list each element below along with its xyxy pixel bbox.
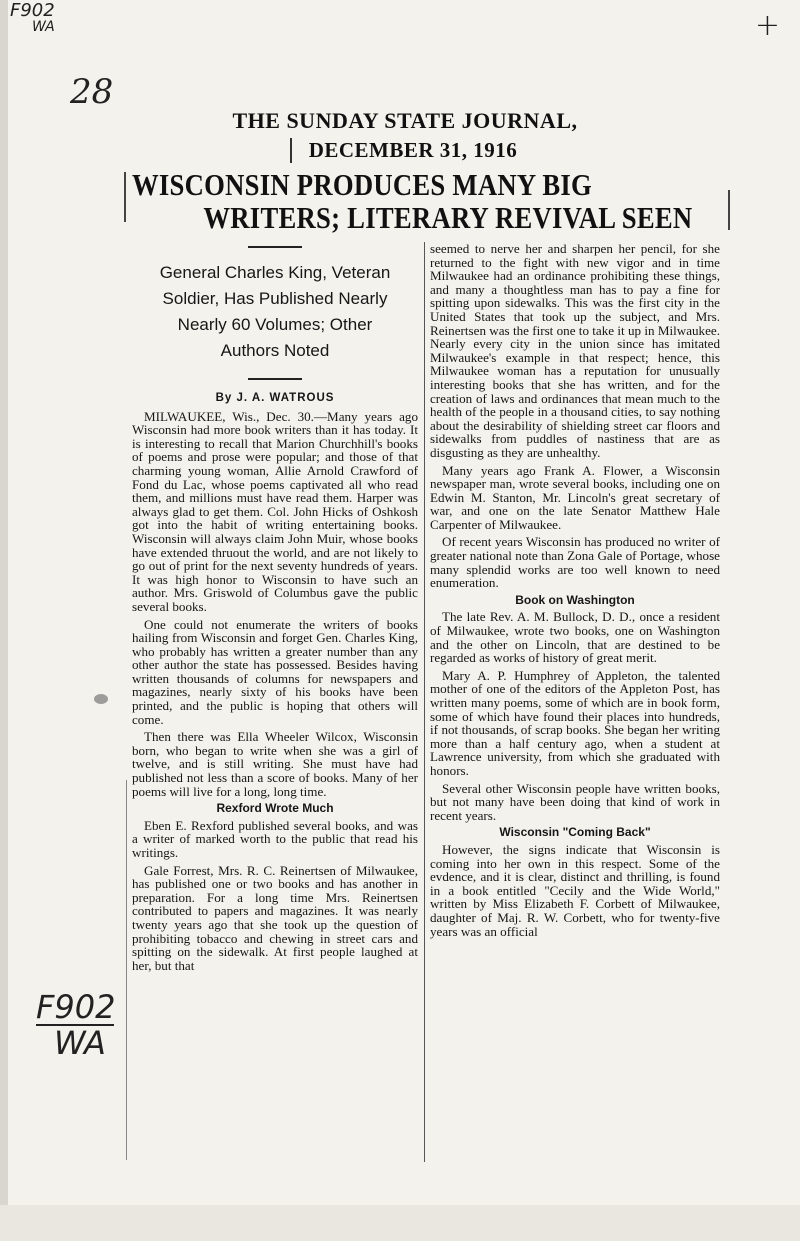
- section-subhead: Rexford Wrote Much: [216, 801, 334, 816]
- newspaper-date: DECEMBER 31, 1916: [290, 138, 534, 163]
- newspaper-masthead: THE SUNDAY STATE JOURNAL,: [232, 108, 578, 133]
- scan-edge-bottom: [0, 1205, 800, 1241]
- handwritten-page-number: 28: [70, 72, 114, 112]
- headline-rule-left: [124, 172, 126, 222]
- deck-line: Soldier, Has Published Nearly: [162, 289, 388, 308]
- headline-rule-right: [728, 190, 730, 230]
- headline-line-1: WISCONSIN PRODUCES MANY BIG: [132, 167, 592, 202]
- deck-rule: [248, 246, 302, 248]
- paragraph: seemed to nerve her and sharpen her pencil, for she returned to the fight with new vigor and in time Milwaukee had an ordinance prohibiting these things, and many a thoughtless man has to pay a fine for spitting upon sidewalks. This was the first city in the United States that took up the subject, and Mrs. Reinertsen was the first one to take it up in Milwaukee. Nearly every city in the union since has imitated Milwaukee's example in that respect; hence, this Milwaukee woman has a reputation for unusually interesting books that she has written, and for the creation of laws and ordinances that mean much to the health of the people in a thousand cities, to say nothing about the desirability of shielding street car floors and sidewalks from puddles of nastiness that are as disgusting as they are unhealthy.: [430, 241, 720, 460]
- paragraph: Several other Wisconsin people have written books, but not many have been doing that kind of work in recent years.: [430, 780, 720, 823]
- column-margin-line: [126, 780, 127, 1160]
- paragraph: The late Rev. A. M. Bullock, D. D., once a resident of Milwaukee, wrote two books, one on Washington and the other on Lincoln, that are destined to be regarded as works of history of great merit.: [430, 609, 720, 666]
- paragraph: MILWAUKEE, Wis., Dec. 30.—Many years ago Wisconsin had more book writers than it has today. It is interesting to recall that Marion Churchhill's books of poems and prose were popular; and those of that charming young woman, Allie Arnold Crawford of Fond du Lac, whose poems captivated all who read them, and millions must have read them. Harper was always glad to get them. Col. John Hicks of Oshkosh got into the habit of writing entertaining books. Wisconsin will always claim John Muir, whose books have extended thruout the world, and are not likely to go out of print for the next seventy hundreds of years. It was high honor to Wisconsin to have such an author. Mrs. Griswold of Columbus gave the public several books.: [132, 408, 418, 614]
- byline-rule: [248, 378, 302, 380]
- column-divider: [424, 242, 425, 1162]
- deck-line: General Charles King, Veteran: [159, 263, 391, 282]
- article-column-right: [430, 242, 720, 942]
- deck-line: Nearly 60 Volumes; Other: [177, 315, 373, 334]
- headline-line-2: WRITERS; LITERARY REVIVAL SEEN: [203, 200, 693, 235]
- handwritten-margin-note: F902 WA: [36, 988, 116, 1062]
- article-column-left: [132, 246, 418, 976]
- section-subhead: Book on Washington: [515, 592, 635, 607]
- deck-line: Authors Noted: [220, 341, 330, 360]
- paragraph: Of recent years Wisconsin has produced no writer of greater national note than Zona Gale of Portage, whose many splendid works are too well known to need enumeration.: [430, 534, 720, 591]
- scan-edge-left: [0, 0, 8, 1241]
- paragraph: However, the signs indicate that Wisconsin is coming into her own in this respect. Some of the evdence, and it is clear, distinct and thrilling, is found in a book entitled "Cecily and the Wide World," written by Miss Elizabeth F. Corbett of Milwaukee, daughter of Maj. R. W. Corbett, who for twenty-five years was an official: [430, 841, 720, 939]
- article-headline: [132, 167, 693, 235]
- section-subhead: Wisconsin "Coming Back": [499, 825, 651, 840]
- paragraph: Gale Forrest, Mrs. R. C. Reinertsen of Milwaukee, has published one or two books and has another in preparation. For a long time Mrs. Reinertsen contributed to papers and magazines. It was nearly twenty years ago that she took up the question of prohibiting tobacco and chewing in street cars and spitting on the sidewalk. At first people laughed at her, but that: [132, 862, 418, 973]
- article-deck: [132, 260, 418, 364]
- article-byline: By J. A. WATROUS: [215, 392, 335, 404]
- paragraph: Mary A. P. Humphrey of Appleton, the talented mother of one of the editors of the Appleton Post, has written many poems, some of which are in book form, some of which have found their places into hundreds, if not thousands, of scrap books. She began her writing more than a half century ago, when a student at Lawrence university, from which she graduated with honors.: [430, 667, 720, 778]
- handwritten-catalog-mark-top: F902 WA: [10, 0, 55, 35]
- paragraph: Many years ago Frank A. Flower, a Wisconsin newspaper man, wrote several books, including one on Edwin M. Stanton, Mr. Lincoln's great secretary of war, and one on the late Senator Matthew Hale Carpenter of Milwaukee.: [430, 462, 720, 532]
- handwritten-plus-mark: +: [754, 8, 780, 43]
- ink-smudge: [94, 694, 108, 704]
- paragraph: One could not enumerate the writers of books hailing from Wisconsin and forget Gen. Charles King, who probably has written a greater number than any other author the state has possessed. Besides having written thousands of columns for newspapers and magazines, nearly sixty of his books have been printed, and the public is hoping that others will come.: [132, 616, 418, 727]
- paragraph: Then there was Ella Wheeler Wilcox, Wisconsin born, who began to write when she was a girl of twelve, and is still writing. She must have had published not less than a score of books. Many of her poems will live for a long, long time.: [132, 729, 418, 799]
- paragraph: Eben E. Rexford published several books, and was a writer of marked worth to the public that read his writings.: [132, 817, 418, 860]
